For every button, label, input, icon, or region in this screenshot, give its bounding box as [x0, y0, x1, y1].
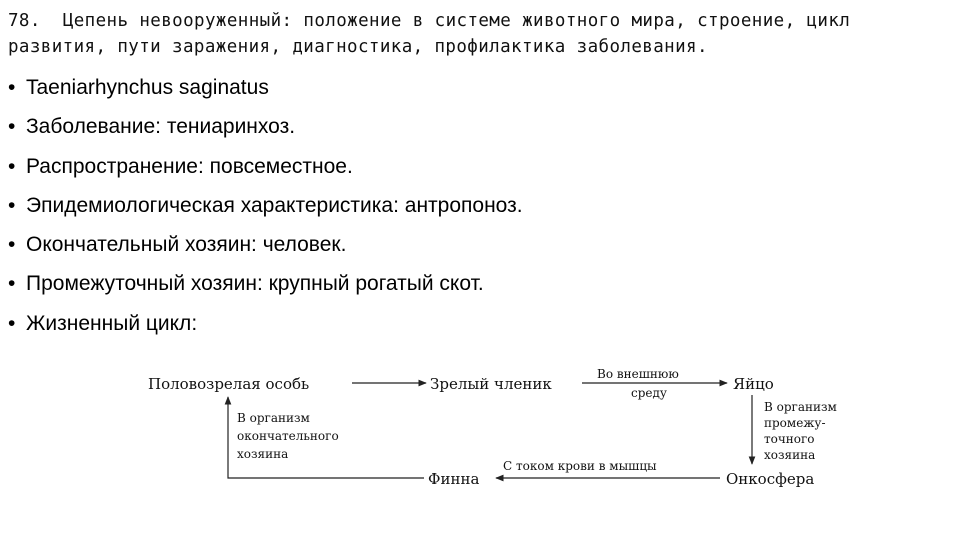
node-oncosphere: Онкосфера [726, 470, 815, 488]
bullet-marker: • [8, 272, 16, 296]
bullet-marker: • [8, 154, 16, 178]
bullet-item: • Распространение: повсеместное. [8, 151, 523, 190]
edge-label-environment-1: Во внешнюю [597, 367, 679, 381]
edge-label-intermediate-3: точного [764, 432, 815, 446]
edge-label-intermediate-4: хозяина [764, 448, 816, 462]
slide-title-text: Цепень невооруженный: положение в системе животного мира, строение, цикл развития, пути заражения, диагностика, профилактика заболевания. [8, 11, 851, 57]
slide-title [8, 8, 952, 60]
node-segment: Зрелый членик [430, 375, 552, 393]
node-cysticercus: Финна [428, 470, 480, 488]
edge-label-intermediate-1: В организм [764, 400, 837, 414]
bullet-marker: • [8, 233, 16, 257]
node-egg: Яйцо [733, 375, 774, 393]
edge-cysticercus-adult [228, 397, 424, 478]
bullet-marker: • [8, 311, 16, 335]
edge-label-definitive-1: В организм [237, 411, 310, 425]
edge-label-definitive-3: хозяина [237, 447, 289, 461]
bullet-item: • Промежуточный хозяин: крупный рогатый скот. [8, 268, 523, 307]
bullet-item: • Окончательный хозяин: человек. [8, 229, 523, 268]
bullet-marker: • [8, 76, 16, 99]
bullet-item: • Эпидемиологическая характеристика: антропоноз. [8, 190, 523, 229]
edge-label-intermediate-2: промежу- [764, 416, 826, 430]
bullet-list [8, 72, 523, 347]
bullet-marker: • [8, 193, 16, 217]
node-adult: Половозрелая особь [148, 375, 310, 393]
bullet-marker: • [8, 115, 16, 139]
edge-label-definitive-2: окончательного [237, 429, 339, 443]
slide-number: 78. [8, 11, 41, 31]
bullet-item: • Жизненный цикл: [8, 308, 523, 347]
edge-label-blood: С током крови в мышцы [503, 459, 657, 473]
bullet-item: • Taeniarhynchus saginatus [8, 72, 523, 111]
edge-label-environment-2: среду [631, 386, 667, 400]
bullet-item: • Заболевание: тениаринхоз. [8, 111, 523, 150]
